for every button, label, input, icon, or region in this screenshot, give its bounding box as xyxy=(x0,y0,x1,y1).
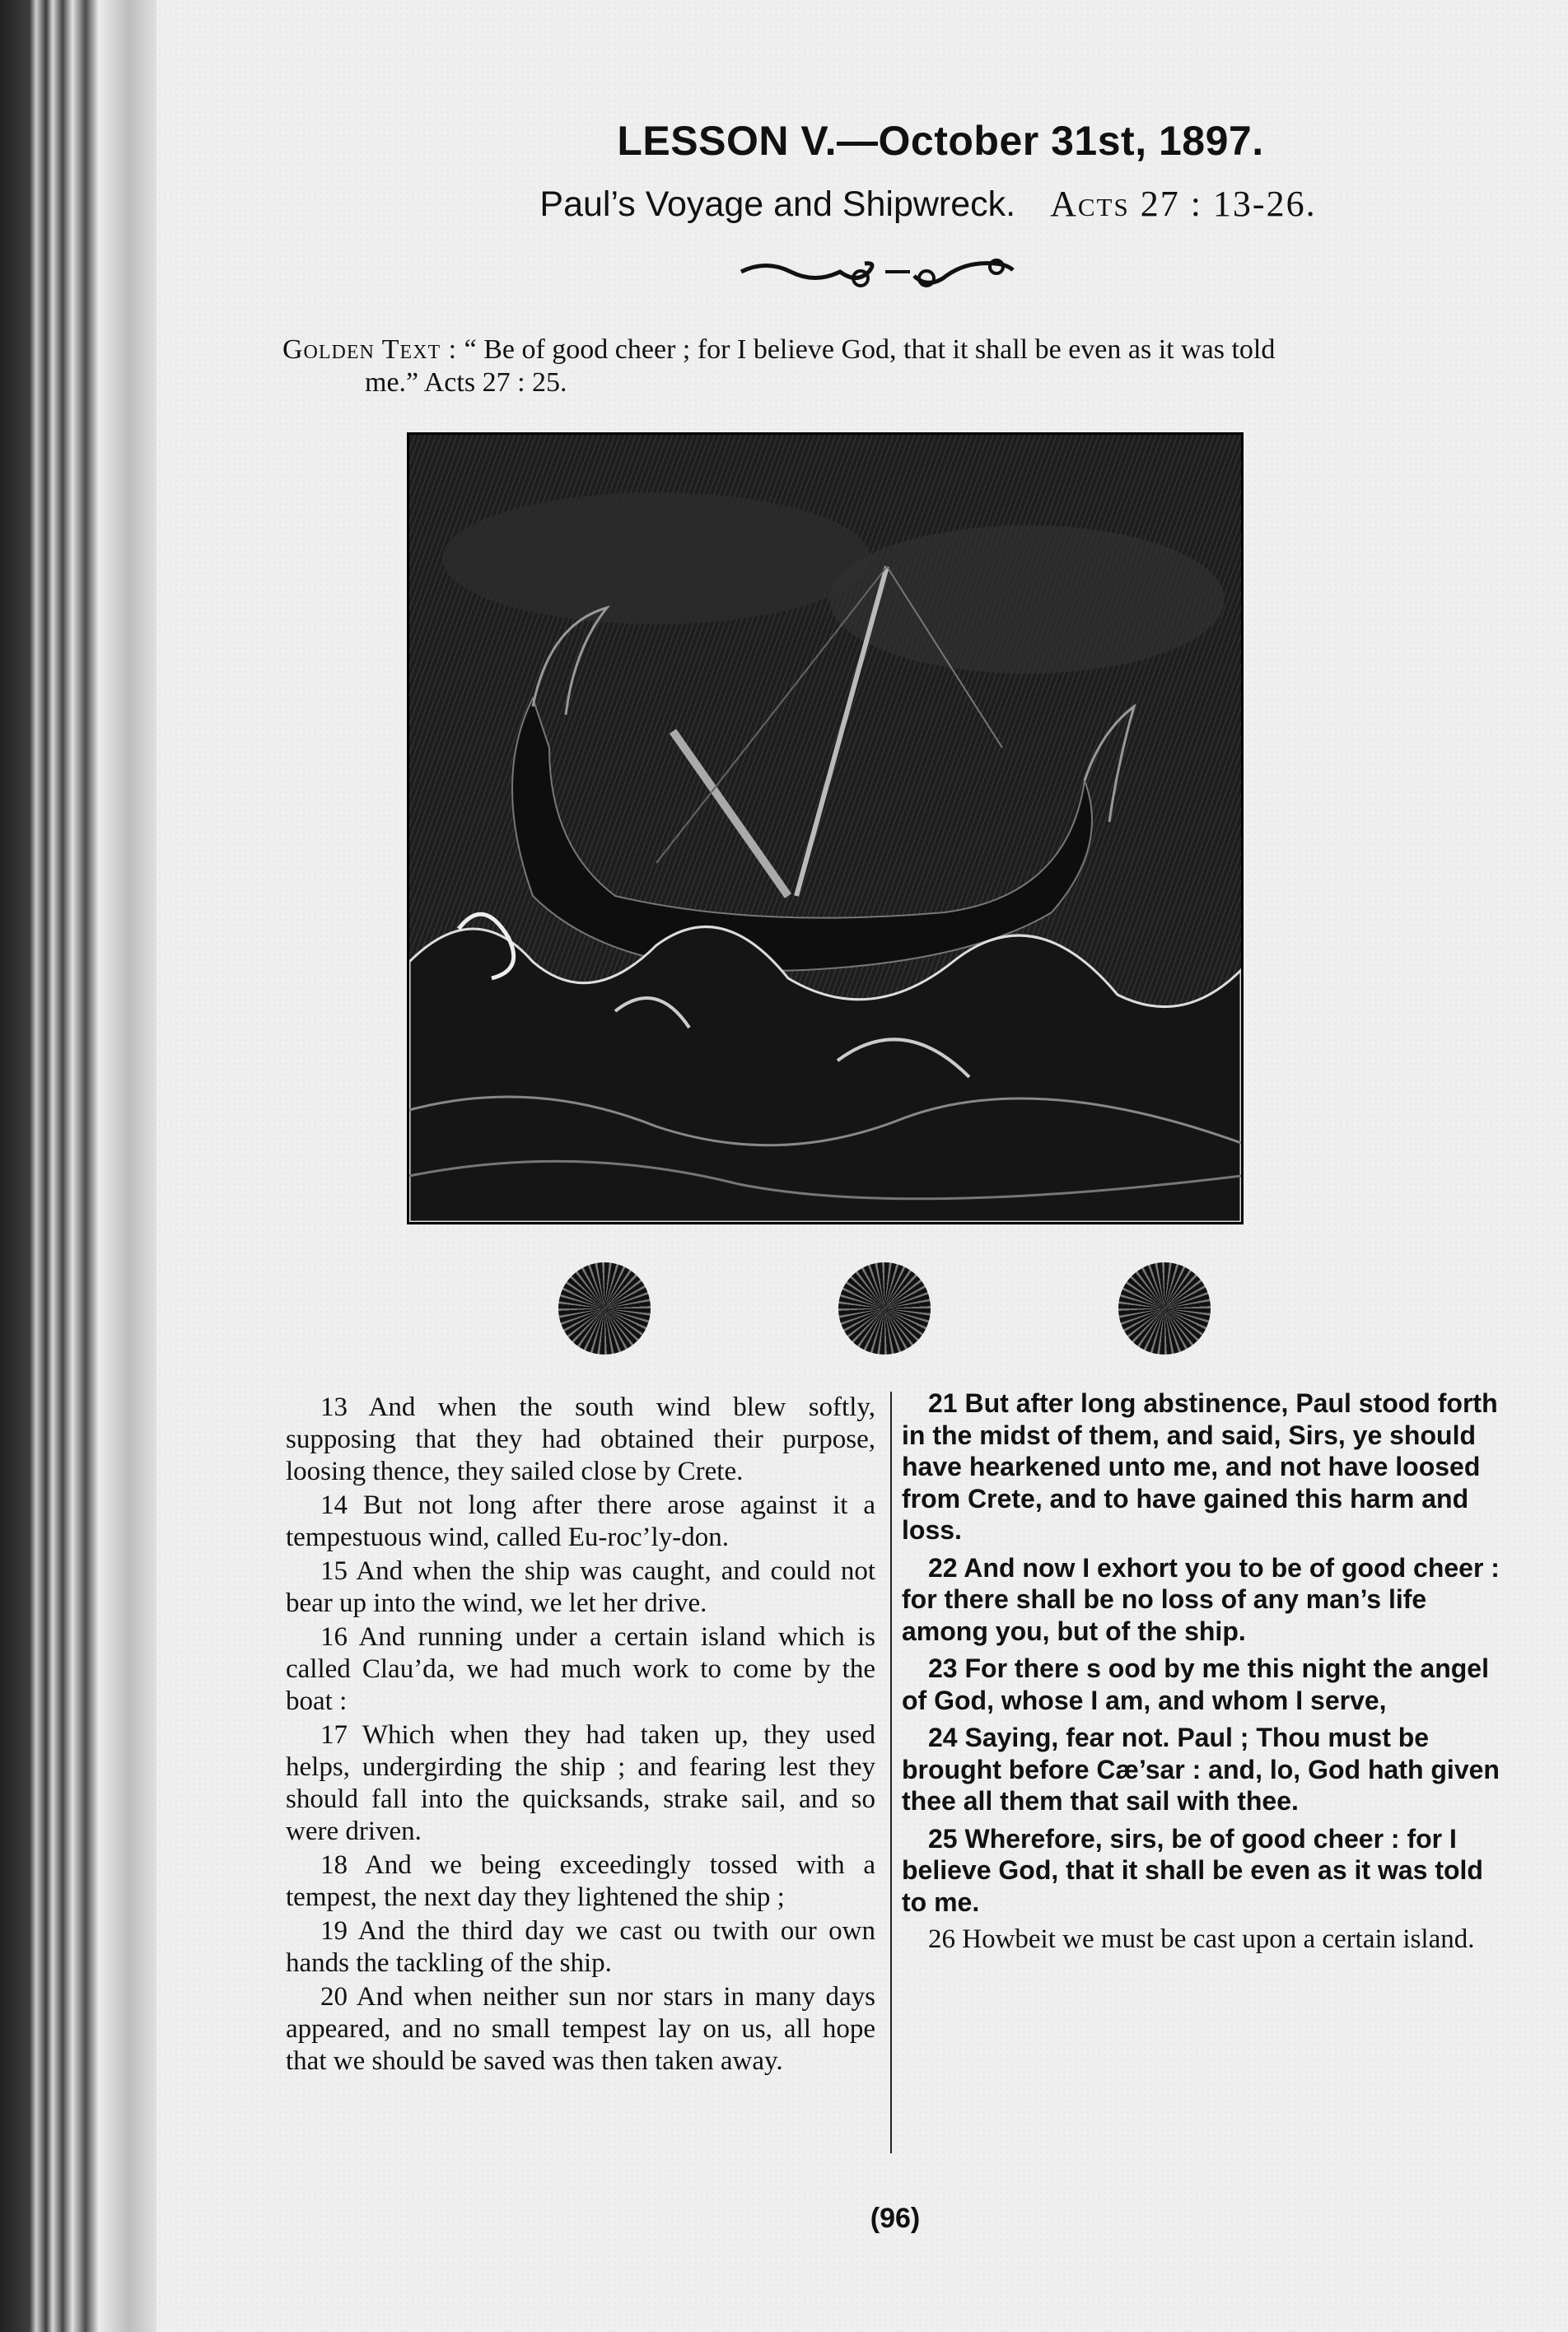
rosette-icon xyxy=(558,1262,651,1355)
verse-13: 13 And when the south wind blew softly, supposing that they had obtained their purpose, loosing thence, they sailed close by Crete. xyxy=(286,1392,875,1486)
verse-15: 15 And when the ship was caught, and could not bear up into the wind, we let her drive. xyxy=(286,1556,875,1618)
shipwreck-illustration xyxy=(407,432,1244,1224)
page-number: (96) xyxy=(870,2203,921,2234)
lesson-subtitle xyxy=(222,183,1568,225)
verse-22: 22 And now I exhort you to be of good cheer : for there shall be no loss of any man’s life among you, but of the ship. xyxy=(902,1552,1500,1646)
right-column-verses xyxy=(902,1388,1500,1961)
verse-23: 23 For there s ood by me this night the angel of God, whose I am, and whom I serve, xyxy=(902,1653,1489,1715)
rosette-icon xyxy=(838,1262,931,1355)
column-divider xyxy=(890,1392,892,2153)
verse-26: 26 Howbeit we must be cast upon a certain island. xyxy=(928,1924,1475,1954)
verse-18: 18 And we being exceedingly tossed with a tempest, the next day they lightened the ship ; xyxy=(286,1850,875,1912)
verse-25: 25 Wherefore, sirs, be of good cheer : for I believe God, that it shall be even as it was told to me. xyxy=(902,1823,1483,1917)
verse-19: 19 And the third day we cast ou twith our own hands the tackling of the ship. xyxy=(286,1916,875,1978)
rosette-icon xyxy=(1118,1262,1211,1355)
verse-16: 16 And running under a certain island which is called Clau’da, we had much work to come by the boat : xyxy=(286,1622,875,1716)
ship-in-storm-engraving-icon xyxy=(409,435,1241,1222)
subtitle-text: Paul’s Voyage and Shipwreck. xyxy=(539,184,1016,224)
golden-text xyxy=(282,333,1485,399)
book-page xyxy=(156,0,1568,2332)
left-column-verses xyxy=(286,1392,875,2079)
verse-21: 21 But after long abstinence, Paul stood forth in the midst of them, and said, Sirs, ye should have hearkened unto me, and not have loosed from Crete, and to have gained this harm and loss. xyxy=(902,1388,1498,1545)
verse-14: 14 But not long after there arose against it a tempestuous wind, called Eu-roc’ly-don. xyxy=(286,1490,875,1552)
golden-text-quote-continued: me.” Acts 27 : 25. xyxy=(365,367,567,398)
book-page-edges xyxy=(0,0,165,2332)
golden-text-quote: “ Be of good cheer ; for I believe God, that it shall be even as it was told xyxy=(464,334,1276,365)
scroll-ornament-icon xyxy=(733,247,1021,296)
golden-text-label: Golden Text : xyxy=(282,334,458,365)
lesson-title: LESSON V.—October 31st, 1897. xyxy=(617,118,1264,164)
decorative-rosettes xyxy=(156,1262,1568,1361)
verse-24: 24 Saying, fear not. Paul ; Thou must be brought before Cæ’sar : and, lo, God hath given thee all them that sail with thee. xyxy=(902,1723,1500,1816)
scripture-reference: Acts 27 : 13-26. xyxy=(1050,184,1317,224)
verse-20: 20 And when neither sun nor stars in many days appeared, and no small tempest lay on us, all hope that we should be saved was then taken away. xyxy=(286,1982,875,2076)
verse-17: 17 Which when they had taken up, they used helps, undergirding the ship ; and fearing lest they should fall into the quicksands, strake sail, and so were driven. xyxy=(286,1720,875,1846)
